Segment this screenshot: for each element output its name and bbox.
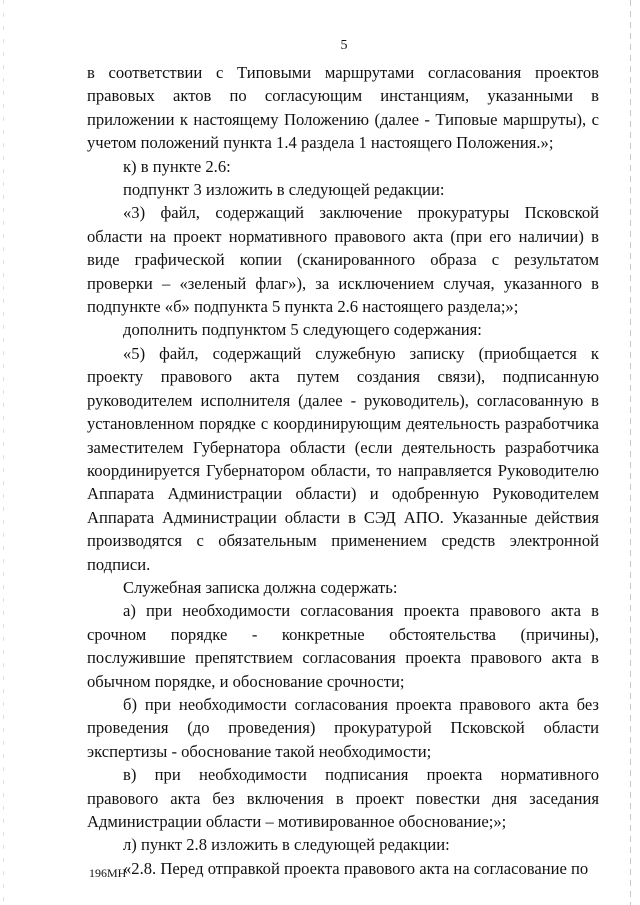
paragraph-item-l: л) пункт 2.8 изложить в следующей редакции:: [123, 835, 450, 855]
paragraph-item-b: б) при необходимости согласования проекта правового акта без проведения (до проведения) прокуратурой Псковской области экспертизы - обоснование такой необходимости;: [87, 694, 599, 761]
paragraph-quote-3: «3) файл, содержащий заключение прокуратуры Псковской области на проект нормативного правового акта (при его наличии) в виде графической копии (сканированного образа с результатом проверки – «зеленый флаг»), за исключением случая, указанного в подпункте «б» подпункта 5 пункта 2.6 настоящего раздела;»;: [87, 203, 599, 317]
document-body: [87, 61, 599, 880]
paragraph-continuation: в соответствии с Типовыми маршрутами согласования проектов правовых актов по согласующим инстанциям, указанными в приложении к настоящему Положению (далее - Типовые маршруты), с учетом положений пункта 1.4 раздела 1 настоящего Положения.»;: [87, 63, 599, 153]
paragraph-add-subpoint-5: дополнить подпунктом 5 следующего содержания:: [123, 320, 482, 340]
paragraph-item-v: в) при необходимости подписания проекта нормативного правового акта без включения в проект повестки дня заседания Администрации области – мотивированное обоснование;»;: [87, 765, 599, 831]
paragraph-item-k: к) в пункте 2.6:: [123, 156, 231, 176]
document-code: 196МН: [89, 866, 127, 880]
scan-edge-right: [630, 0, 631, 905]
page-number: 5: [340, 38, 348, 53]
paragraph-subpoint-3: подпункт 3 изложить в следующей редакции:: [123, 180, 445, 200]
paragraph-quote-2-8: «2.8. Перед отправкой проекта правового акта на согласование по: [123, 858, 589, 878]
paragraph-item-a: а) при необходимости согласования проекта правового акта в срочном порядке - конкретные обстоятельства (причины), послужившие препятствием согласования проекта правового акта в обычном порядке, и обоснование срочности;: [87, 601, 599, 691]
scan-edge-left: [3, 0, 4, 905]
paragraph-quote-5: «5) файл, содержащий служебную записку (приобщается к проекту правового акта путем создания связи), подписанную руководителем исполнителя (далее - руководитель), согласованную в установленном порядке с координирующим деятельность разработчика заместителем Губернатора области (если деятельность разработчика координируется Губернатором области, то направляется Руководителю Аппарата Администрации области) и одобренную Руководителем Аппарата Администрации области в СЭД АПО. Указанные действия производятся с обязательным применением средств электронной подписи.: [87, 343, 599, 574]
paragraph-memo-contents: Служебная записка должна содержать:: [123, 577, 398, 597]
